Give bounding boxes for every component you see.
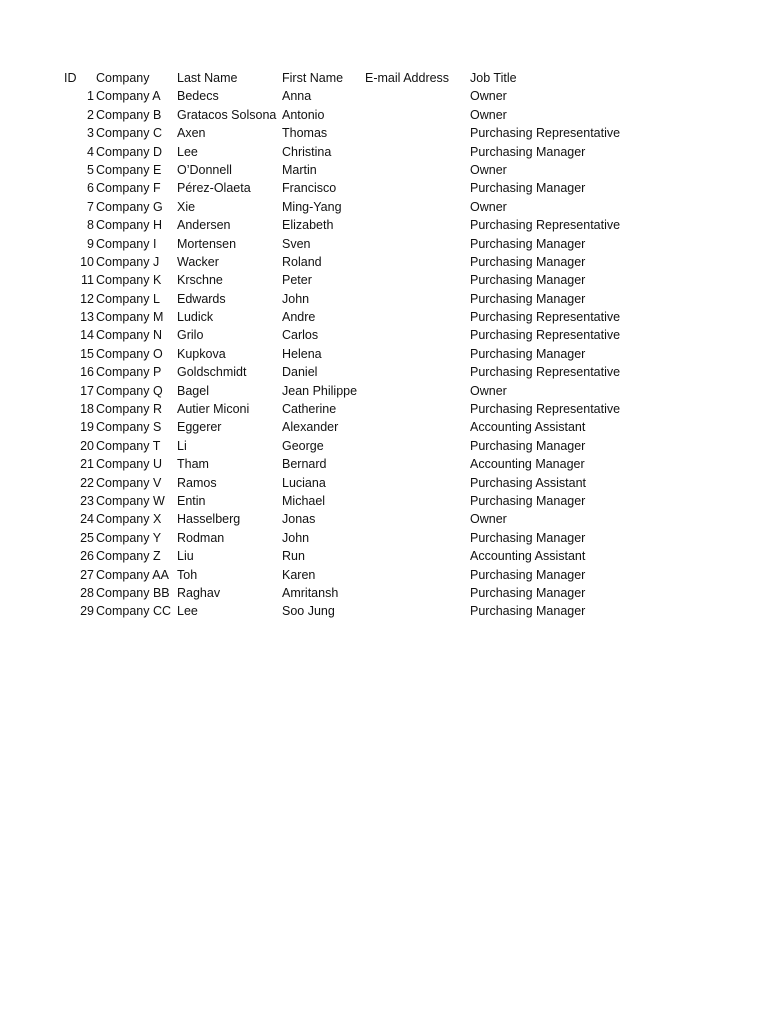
cell-first-name: Soo Jung	[282, 604, 335, 619]
header-email: E-mail Address	[365, 71, 450, 85]
cell-first-name: Andre	[282, 310, 316, 325]
cell-first-name: Run	[282, 549, 305, 564]
cell-company: Company X	[96, 512, 162, 527]
cell-job-title: Purchasing Manager	[470, 254, 586, 269]
cell-job-title: Purchasing Manager	[470, 291, 586, 306]
cell-last-name: Grilo	[177, 328, 204, 343]
cell-id: 12	[80, 291, 94, 306]
cell-company: Company N	[96, 328, 162, 343]
cell-company: Company P	[96, 365, 162, 380]
table-row	[0, 235, 768, 253]
table-row	[0, 345, 768, 363]
table-row	[0, 566, 768, 584]
cell-first-name: Luciana	[282, 475, 326, 490]
cell-job-title: Owner	[470, 199, 507, 214]
table-row	[0, 253, 768, 271]
table-row	[0, 143, 768, 161]
cell-id: 20	[80, 438, 94, 453]
cell-company: Company J	[96, 254, 160, 269]
table-row	[0, 363, 768, 381]
cell-company: Company E	[96, 162, 162, 177]
table-row	[0, 161, 768, 179]
header-id: ID	[64, 71, 77, 85]
table-row	[0, 198, 768, 216]
table-row	[0, 179, 768, 197]
cell-company: Company D	[96, 144, 162, 159]
cell-first-name: Bernard	[282, 457, 327, 472]
cell-company: Company U	[96, 457, 162, 472]
cell-last-name: Mortensen	[177, 236, 237, 251]
cell-last-name: Raghav	[177, 585, 221, 600]
cell-id: 11	[81, 273, 94, 288]
cell-first-name: Anna	[282, 89, 312, 104]
cell-job-title: Owner	[470, 383, 507, 398]
table-row	[0, 474, 768, 492]
cell-job-title: Purchasing Manager	[470, 181, 586, 196]
cell-first-name: Carlos	[282, 328, 319, 343]
cell-last-name: Kupkova	[177, 346, 226, 361]
cell-last-name: Wacker	[177, 254, 219, 269]
cell-first-name: Martin	[282, 162, 317, 177]
cell-id: 6	[87, 181, 94, 196]
cell-last-name: Toh	[177, 567, 198, 582]
cell-company: Company T	[96, 438, 161, 453]
cell-last-name: Axen	[177, 126, 206, 141]
cell-last-name: Ramos	[177, 475, 217, 490]
cell-company: Company H	[96, 218, 162, 233]
cell-first-name: Sven	[282, 236, 311, 251]
cell-company: Company V	[96, 475, 162, 490]
cell-first-name: Daniel	[282, 365, 318, 380]
cell-job-title: Purchasing Manager	[470, 493, 586, 508]
cell-first-name: Roland	[282, 254, 322, 269]
cell-job-title: Owner	[470, 162, 507, 177]
cell-job-title: Purchasing Assistant	[470, 475, 587, 490]
cell-job-title: Purchasing Representative	[470, 310, 621, 325]
cell-id: 4	[87, 144, 94, 159]
table-row	[0, 326, 768, 344]
cell-job-title: Owner	[470, 89, 507, 104]
customer-table	[0, 69, 768, 621]
cell-id: 21	[80, 457, 94, 472]
cell-id: 9	[87, 236, 94, 251]
table-row	[0, 382, 768, 400]
cell-id: 14	[80, 328, 94, 343]
cell-first-name: Karen	[282, 567, 316, 582]
cell-company: Company Y	[96, 530, 162, 545]
cell-last-name: Xie	[177, 199, 196, 214]
cell-first-name: Peter	[282, 273, 312, 288]
cell-first-name: Michael	[282, 493, 326, 508]
cell-id: 2	[87, 107, 94, 122]
cell-first-name: Alexander	[282, 420, 339, 435]
cell-first-name: Ming-Yang	[282, 199, 342, 214]
cell-company: Company S	[96, 420, 162, 435]
table-row	[0, 216, 768, 234]
cell-id: 5	[87, 162, 94, 177]
cell-last-name: Hasselberg	[177, 512, 241, 527]
cell-job-title: Purchasing Representative	[470, 126, 621, 141]
table-row	[0, 87, 768, 105]
cell-job-title: Purchasing Manager	[470, 438, 586, 453]
cell-id: 29	[80, 604, 94, 619]
cell-id: 27	[80, 567, 94, 582]
cell-first-name: Catherine	[282, 402, 337, 417]
table-row	[0, 400, 768, 418]
cell-job-title: Purchasing Manager	[470, 585, 586, 600]
cell-id: 3	[87, 126, 94, 141]
cell-job-title: Owner	[470, 512, 507, 527]
cell-id: 19	[80, 420, 94, 435]
cell-job-title: Accounting Manager	[470, 457, 585, 472]
cell-job-title: Purchasing Manager	[470, 346, 586, 361]
cell-company: Company F	[96, 181, 161, 196]
cell-id: 24	[80, 512, 94, 527]
header-last-name: Last Name	[177, 71, 238, 85]
cell-id: 15	[80, 346, 94, 361]
cell-last-name: Autier Miconi	[177, 402, 250, 417]
cell-last-name: Tham	[177, 457, 209, 472]
cell-id: 25	[80, 530, 94, 545]
cell-first-name: Francisco	[282, 181, 337, 196]
cell-first-name: Amritansh	[282, 585, 339, 600]
table-row	[0, 602, 768, 620]
cell-first-name: John	[282, 530, 310, 545]
cell-job-title: Purchasing Manager	[470, 530, 586, 545]
cell-job-title: Purchasing Representative	[470, 328, 621, 343]
cell-company: Company CC	[96, 604, 172, 619]
header-job-title: Job Title	[470, 71, 517, 85]
table-header-row	[0, 69, 768, 87]
cell-last-name: Lee	[177, 604, 198, 619]
cell-company: Company C	[96, 126, 162, 141]
cell-id: 28	[80, 585, 94, 600]
cell-company: Company W	[96, 493, 165, 508]
cell-last-name: Andersen	[177, 218, 231, 233]
table-row	[0, 547, 768, 565]
cell-last-name: Eggerer	[177, 420, 222, 435]
cell-first-name: Helena	[282, 346, 322, 361]
cell-job-title: Purchasing Representative	[470, 218, 621, 233]
table-row	[0, 492, 768, 510]
cell-company: Company Q	[96, 383, 163, 398]
cell-last-name: Rodman	[177, 530, 225, 545]
cell-company: Company AA	[96, 567, 169, 582]
table-row	[0, 106, 768, 124]
cell-job-title: Purchasing Manager	[470, 273, 586, 288]
cell-first-name: John	[282, 291, 310, 306]
cell-company: Company I	[96, 236, 157, 251]
cell-company: Company B	[96, 107, 162, 122]
cell-company: Company BB	[96, 585, 170, 600]
cell-first-name: Jonas	[282, 512, 316, 527]
cell-last-name: Li	[177, 438, 187, 453]
cell-job-title: Purchasing Manager	[470, 236, 586, 251]
cell-id: 7	[87, 199, 94, 214]
header-first-name: First Name	[282, 71, 344, 85]
header-company: Company	[96, 71, 150, 85]
cell-last-name: Bagel	[177, 383, 209, 398]
cell-company: Company L	[96, 291, 160, 306]
cell-company: Company Z	[96, 549, 161, 564]
cell-id: 1	[87, 89, 94, 104]
cell-id: 23	[80, 493, 94, 508]
cell-last-name: Bedecs	[177, 89, 219, 104]
cell-first-name: Jean Philippe	[282, 383, 358, 398]
cell-last-name: O’Donnell	[177, 162, 232, 177]
cell-last-name: Ludick	[177, 310, 214, 325]
cell-id: 17	[80, 383, 94, 398]
cell-last-name: Entin	[177, 493, 206, 508]
cell-first-name: Christina	[282, 144, 332, 159]
table-row	[0, 510, 768, 528]
cell-last-name: Krschne	[177, 273, 223, 288]
cell-job-title: Purchasing Manager	[470, 144, 586, 159]
table-row	[0, 308, 768, 326]
cell-job-title: Owner	[470, 107, 507, 122]
cell-job-title: Purchasing Representative	[470, 402, 621, 417]
cell-last-name: Gratacos Solsona	[177, 107, 277, 122]
cell-id: 18	[80, 402, 94, 417]
table-row	[0, 271, 768, 289]
table-row	[0, 124, 768, 142]
cell-first-name: Antonio	[282, 107, 325, 122]
cell-job-title: Accounting Assistant	[470, 549, 586, 564]
cell-company: Company K	[96, 273, 162, 288]
cell-first-name: Thomas	[282, 126, 328, 141]
cell-job-title: Purchasing Manager	[470, 604, 586, 619]
table-row	[0, 584, 768, 602]
cell-id: 26	[80, 549, 94, 564]
cell-company: Company G	[96, 199, 163, 214]
table-row	[0, 437, 768, 455]
table-row	[0, 529, 768, 547]
cell-company: Company R	[96, 402, 162, 417]
cell-last-name: Pérez-Olaeta	[177, 181, 251, 196]
cell-company: Company O	[96, 346, 163, 361]
cell-id: 13	[80, 310, 94, 325]
cell-id: 22	[80, 475, 94, 490]
table-row	[0, 290, 768, 308]
cell-company: Company M	[96, 310, 164, 325]
cell-id: 8	[87, 218, 94, 233]
cell-last-name: Goldschmidt	[177, 365, 247, 380]
cell-id: 10	[80, 254, 94, 269]
table-row	[0, 418, 768, 436]
table-row	[0, 455, 768, 473]
cell-last-name: Liu	[177, 549, 194, 564]
cell-first-name: Elizabeth	[282, 218, 334, 233]
cell-last-name: Lee	[177, 144, 198, 159]
cell-last-name: Edwards	[177, 291, 226, 306]
cell-company: Company A	[96, 89, 161, 104]
cell-job-title: Purchasing Manager	[470, 567, 586, 582]
cell-job-title: Purchasing Representative	[470, 365, 621, 380]
cell-id: 16	[80, 365, 94, 380]
table-body	[0, 87, 768, 620]
cell-job-title: Accounting Assistant	[470, 420, 586, 435]
cell-first-name: George	[282, 438, 324, 453]
